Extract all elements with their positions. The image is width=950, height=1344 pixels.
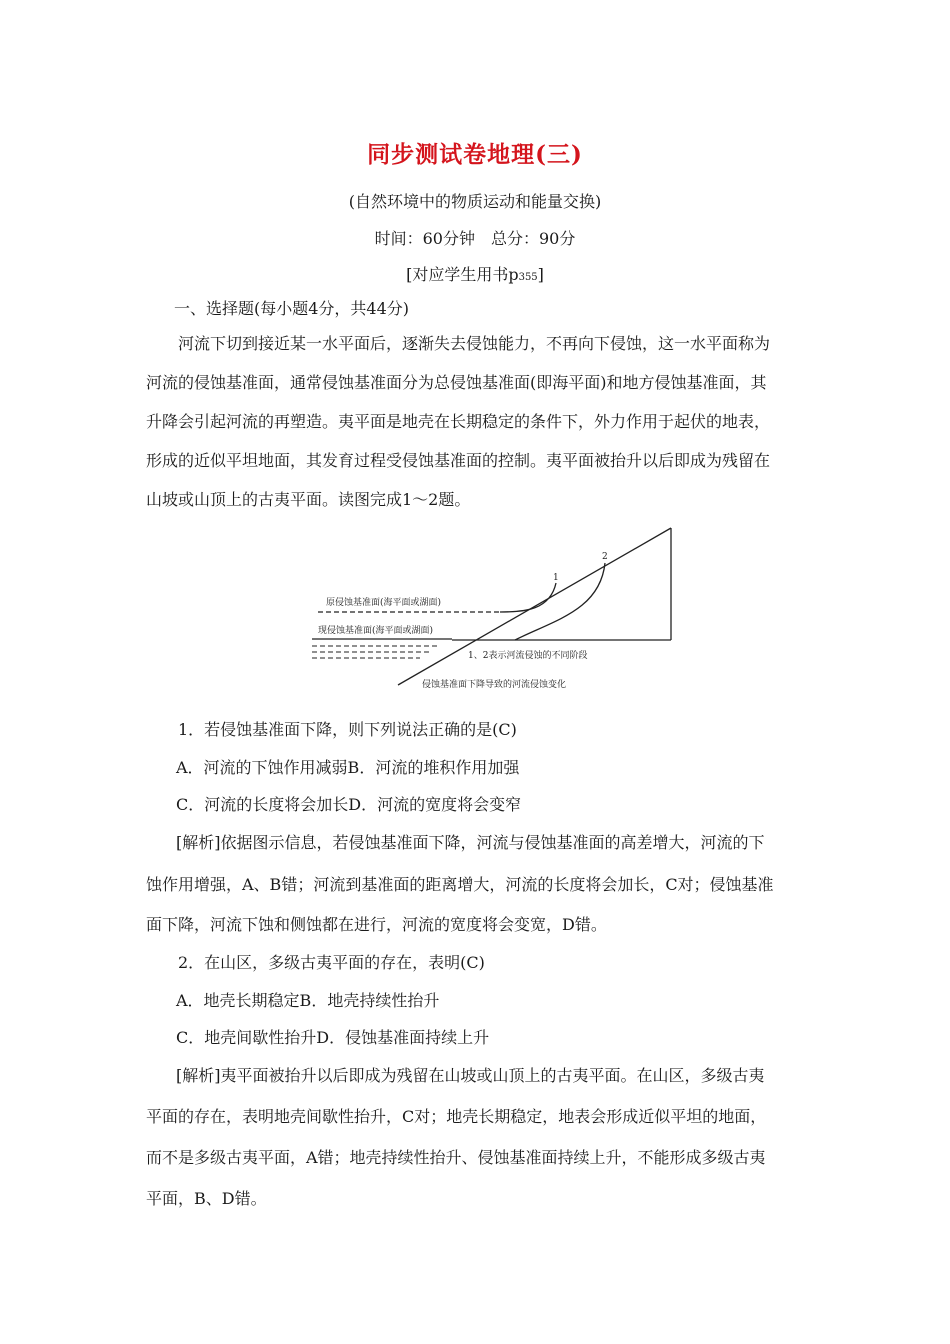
- question-2-options-ab: A．地壳长期稳定B．地壳持续性抬升: [176, 991, 440, 1010]
- figure-caption: 侵蚀基准面下降导致的河流侵蚀变化: [422, 680, 567, 690]
- question-1-options-cd: C．河流的长度将会加长D．河流的宽度将会变窄: [176, 795, 522, 814]
- exam-meta: 时间：60分钟 总分：90分: [374, 229, 576, 248]
- stage-2-label: 2: [602, 552, 608, 562]
- river-profile-stage-2: [515, 563, 605, 640]
- erosion-base-diagram: [300, 525, 690, 695]
- section-heading: 一、选择题(每小题4分，共44分): [174, 299, 410, 318]
- question-2-analysis-line: [解析]夷平面被抬升以后即成为残留在山坡或山顶上的古夷平面。在山区，多级古夷: [176, 1066, 765, 1085]
- question-2-options-cd: C．地壳间歇性抬升D．侵蚀基准面持续上升: [176, 1028, 490, 1047]
- question-1-analysis-line: 面下降，河流下蚀和侧蚀都在进行，河流的宽度将会变宽，D错。: [146, 915, 607, 934]
- intro-line: 升降会引起河流的再塑造。夷平面是地壳在长期稳定的条件下，外力作用于起伏的地表，: [146, 412, 771, 431]
- intro-line: 山坡或山顶上的古夷平面。读图完成1～2题。: [146, 490, 471, 509]
- document-subtitle: (自然环境中的物质运动和能量交换): [348, 192, 602, 211]
- question-1-analysis-line: 蚀作用增强，A、B错；河流到基准面的距离增大，河流的长度将会加长，C对；侵蚀基准: [146, 875, 774, 894]
- current-base-level-label: 现侵蚀基准面(海平面或湖面): [318, 626, 434, 636]
- reference-suffix: ]: [537, 265, 544, 284]
- question-1-stem: 1．若侵蚀基准面下降，则下列说法正确的是(C): [178, 720, 517, 739]
- question-2-analysis-line: 平面，B、D错。: [146, 1189, 267, 1208]
- intro-line: 河流的侵蚀基准面，通常侵蚀基准面分为总侵蚀基准面(即海平面)和地方侵蚀基准面，其: [146, 373, 767, 392]
- question-1-analysis-line: [解析]依据图示信息，若侵蚀基准面下降，河流与侵蚀基准面的高差增大，河流的下: [176, 833, 765, 852]
- question-1-options-ab: A．河流的下蚀作用减弱B．河流的堆积作用加强: [176, 758, 520, 777]
- question-2-stem: 2．在山区，多级古夷平面的存在，表明(C): [178, 953, 485, 972]
- stage-1-label: 1: [553, 573, 559, 583]
- river-profile-stage-1: [500, 583, 556, 612]
- reference-page: 355: [518, 272, 538, 283]
- textbook-reference: [0, 262, 950, 285]
- question-2-analysis-line: 平面的存在，表明地壳间歇性抬升，C对；地壳长期稳定，地表会形成近似平坦的地面，: [146, 1107, 767, 1126]
- intro-line: 形成的近似平坦地面，其发育过程受侵蚀基准面的控制。夷平面被抬升以后即成为残留在: [146, 451, 771, 470]
- reference-prefix: [对应学生用书p: [406, 265, 519, 284]
- document-title: 同步测试卷地理(三): [367, 141, 583, 168]
- question-2-analysis-line: 而不是多级古夷平面，A错；地壳持续性抬升、侵蚀基准面持续上升，不能形成多级古夷: [146, 1148, 766, 1167]
- intro-line: 河流下切到接近某一水平面后，逐渐失去侵蚀能力，不再向下侵蚀，这一水平面称为: [178, 334, 771, 353]
- figure-legend: 1、2表示河流侵蚀的不同阶段: [468, 651, 588, 661]
- original-base-level-label: 原侵蚀基准面(海平面或湖面): [326, 598, 442, 608]
